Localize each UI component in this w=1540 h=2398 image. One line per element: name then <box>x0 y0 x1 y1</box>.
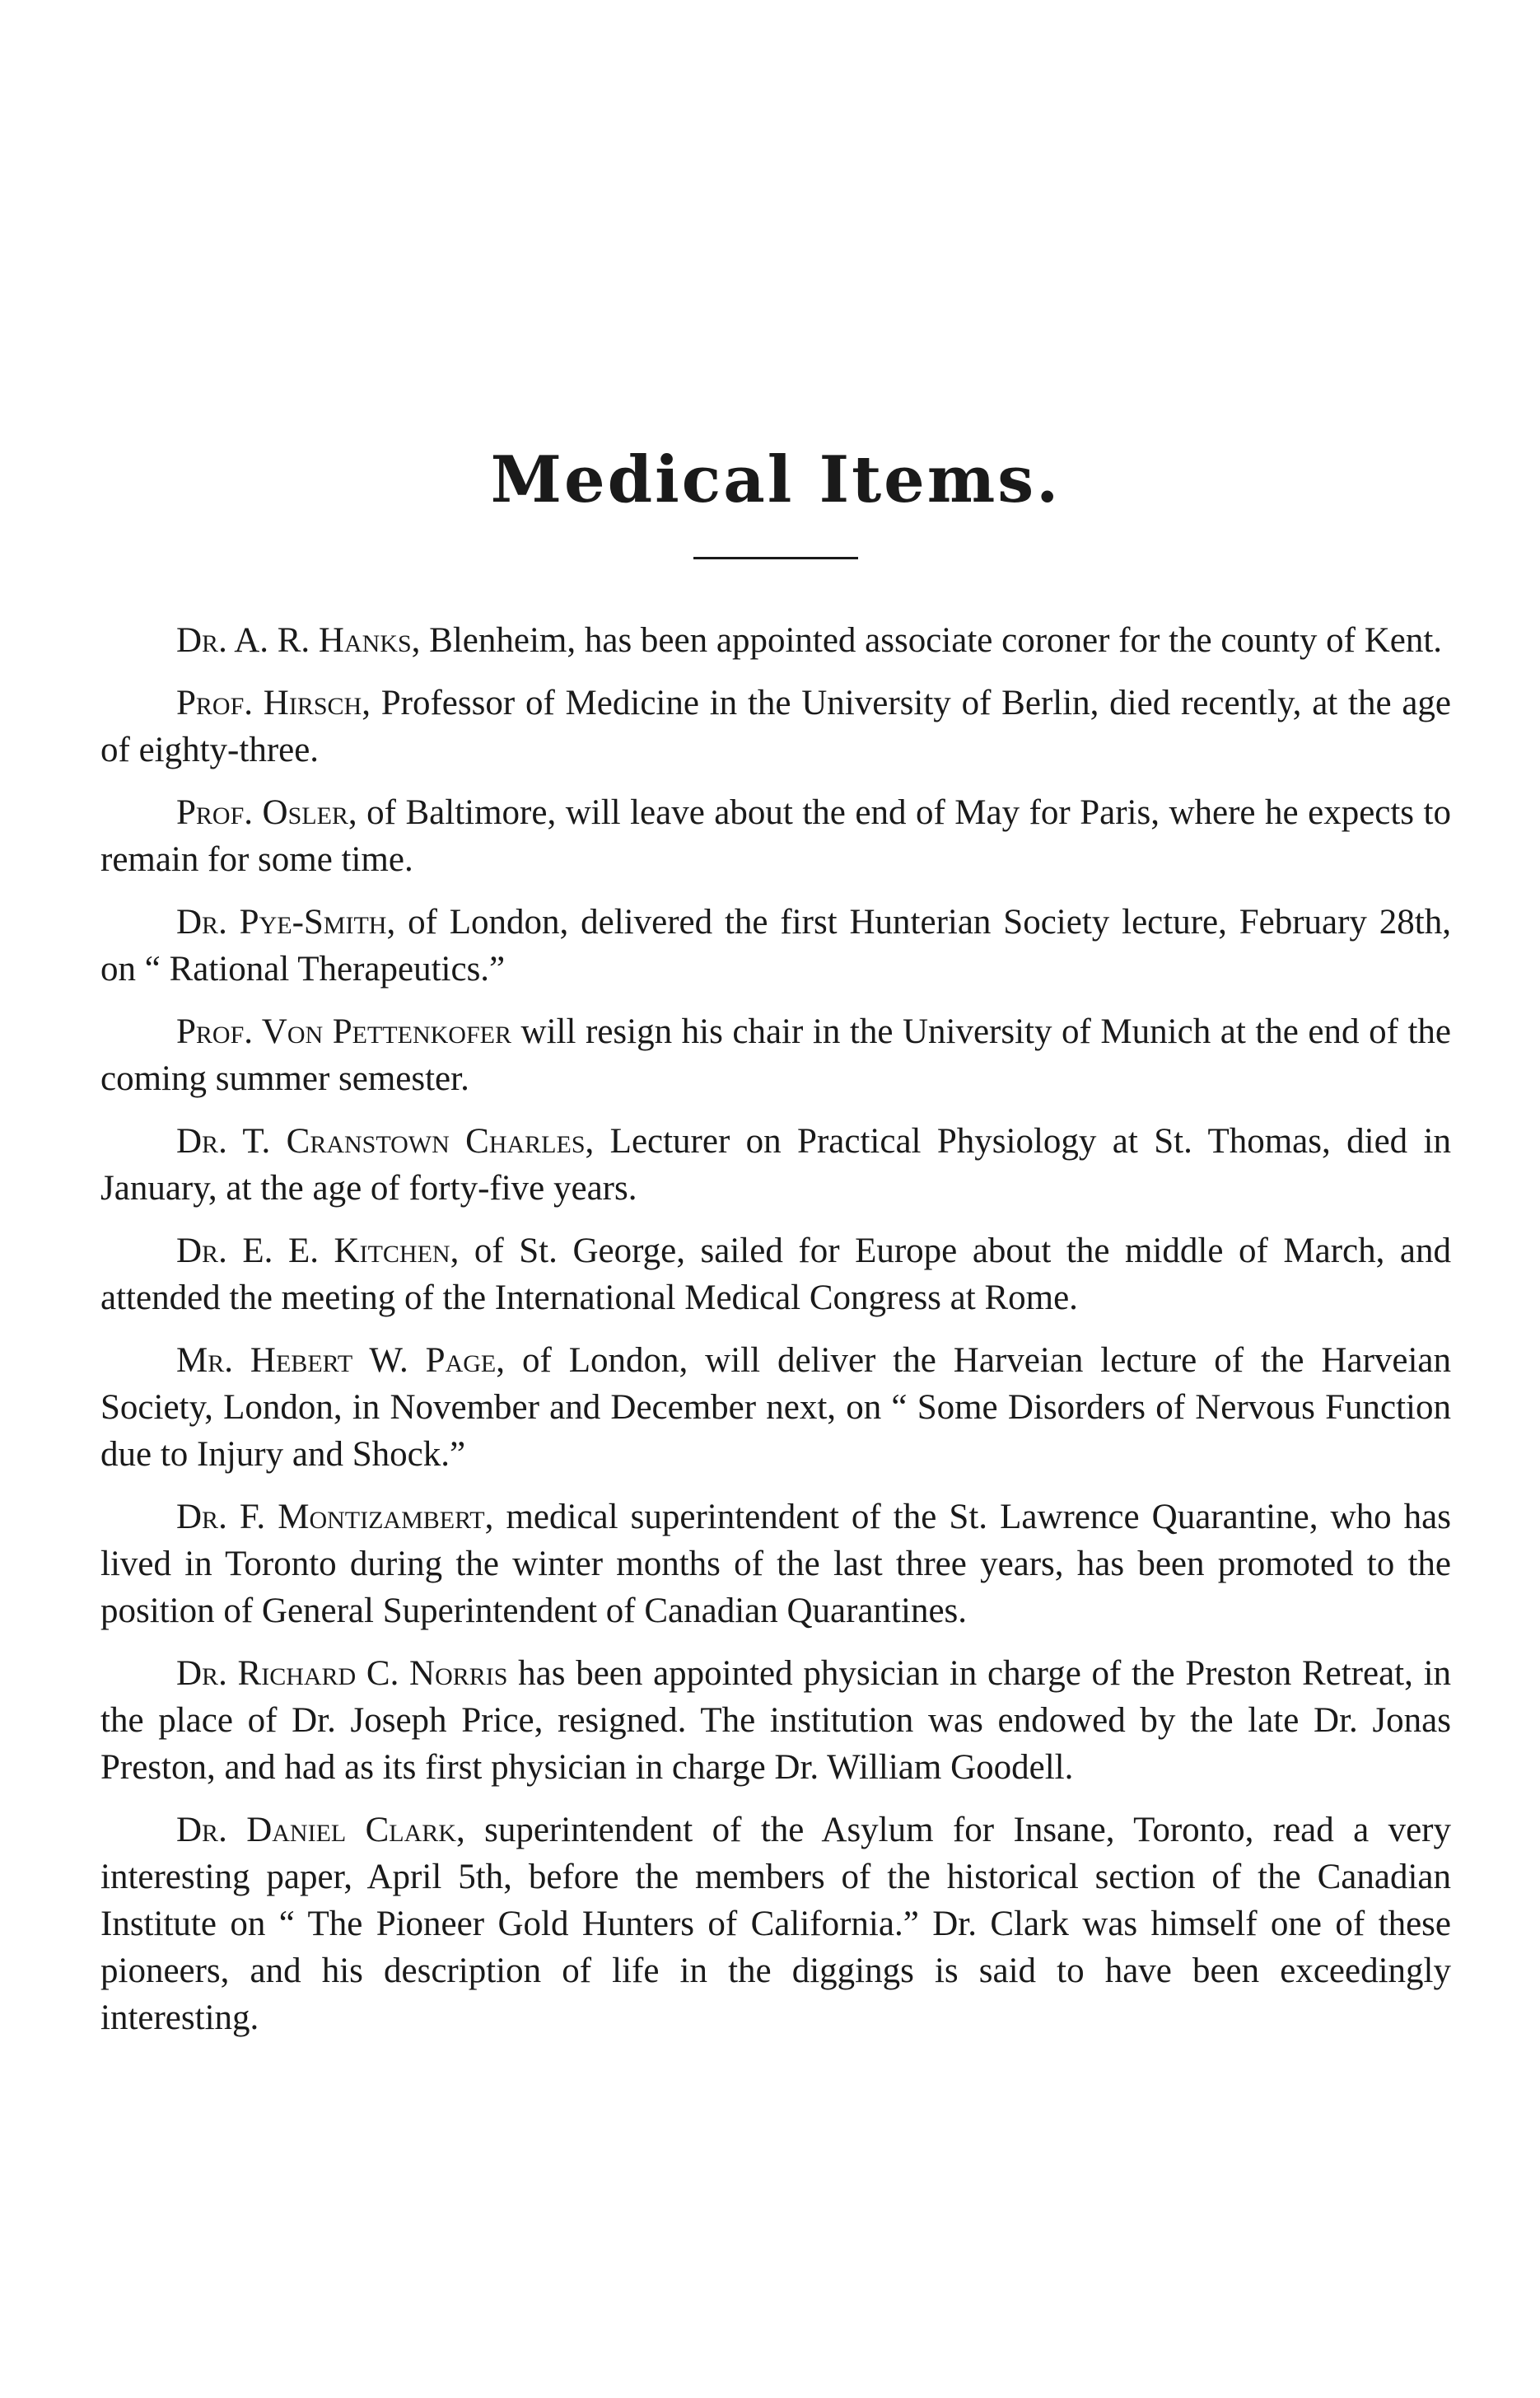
item-text: , of Baltimore, will leave about the end of May for Paris, where he expects to remain for some time. <box>100 792 1451 879</box>
item-name: Dr. A. R. Hanks <box>176 620 412 660</box>
item-text: , superintendent of the Asylum for Insane, Toronto, read a very interesting paper, April 5th, before the members of the historical section of the Canadian Institute on “ The Pioneer Gold Hunters of California.” Dr. Clark was himself one of these pioneers, and his description of life in the diggings is said to have been exceedingly interesting. <box>100 1810 1452 2037</box>
item-text: , medical superintendent of the St. Lawrence Quarantine, who has lived in Toronto during the winter months of the last three years, has been promoted to the position of General Superintendent of Canadian Quarantines. <box>100 1497 1451 1630</box>
item-text: , Professor of Medicine in the University of Berlin, died recently, at the age of eighty-three. <box>100 683 1451 769</box>
medical-item <box>100 1118 1451 1212</box>
page <box>100 442 1452 2057</box>
item-name: Prof. Von Pettenkofer <box>176 1012 511 1051</box>
medical-item <box>100 617 1451 664</box>
item-name: Prof. Osler <box>176 792 348 832</box>
item-text: , of London, delivered the first Hunterian Society lecture, February 28th, on “ Rational Therapeutics.” <box>100 902 1451 989</box>
items-list <box>100 617 1451 2041</box>
page-title: Medical Items. <box>490 442 1062 517</box>
medical-item <box>100 1337 1451 1478</box>
item-name: Prof. Hirsch <box>176 683 362 722</box>
medical-item <box>100 899 1451 993</box>
item-text: will resign his chair in the University of Munich at the end of the coming summer semester. <box>100 1012 1451 1098</box>
medical-item <box>100 1493 1451 1634</box>
medical-item <box>100 1650 1451 1791</box>
item-name: Dr. E. E. Kitchen <box>176 1231 450 1270</box>
medical-item <box>100 680 1451 774</box>
title-divider <box>693 557 858 559</box>
medical-item <box>100 1008 1451 1102</box>
item-name: Dr. T. Cranstown Charles <box>176 1121 586 1161</box>
item-name: Mr. Hebert W. Page <box>176 1340 497 1380</box>
item-name: Dr. Pye-Smith <box>176 902 387 942</box>
item-text: has been appointed physician in charge of the Preston Retreat, in the place of Dr. Joseph Price, resigned. The institution was endowed by the late Dr. Jonas Preston, and had as its first physician in charge Dr. William Goodell. <box>100 1653 1452 1787</box>
item-text: , of London, will deliver the Harveian lecture of the Harveian Society, London, in November and December next, on “ Some Disorders of Nervous Function due to Injury and Shock.” <box>100 1340 1452 1474</box>
item-name: Dr. F. Montizambert <box>176 1497 485 1536</box>
item-name: Dr. Daniel Clark <box>176 1810 456 1849</box>
item-text: , Blenheim, has been appointed associate coroner for the county of Kent. <box>411 620 1443 660</box>
item-text: , of St. George, sailed for Europe about the middle of March, and attended the meeting of the International Medical Congress at Rome. <box>100 1231 1451 1317</box>
medical-item <box>100 789 1451 883</box>
medical-item <box>100 1227 1451 1321</box>
medical-item <box>100 1807 1451 2041</box>
item-name: Dr. Richard C. Norris <box>176 1653 508 1693</box>
item-text: , Lecturer on Practical Physiology at St. Thomas, died in January, at the age of forty-five years. <box>100 1121 1451 1208</box>
